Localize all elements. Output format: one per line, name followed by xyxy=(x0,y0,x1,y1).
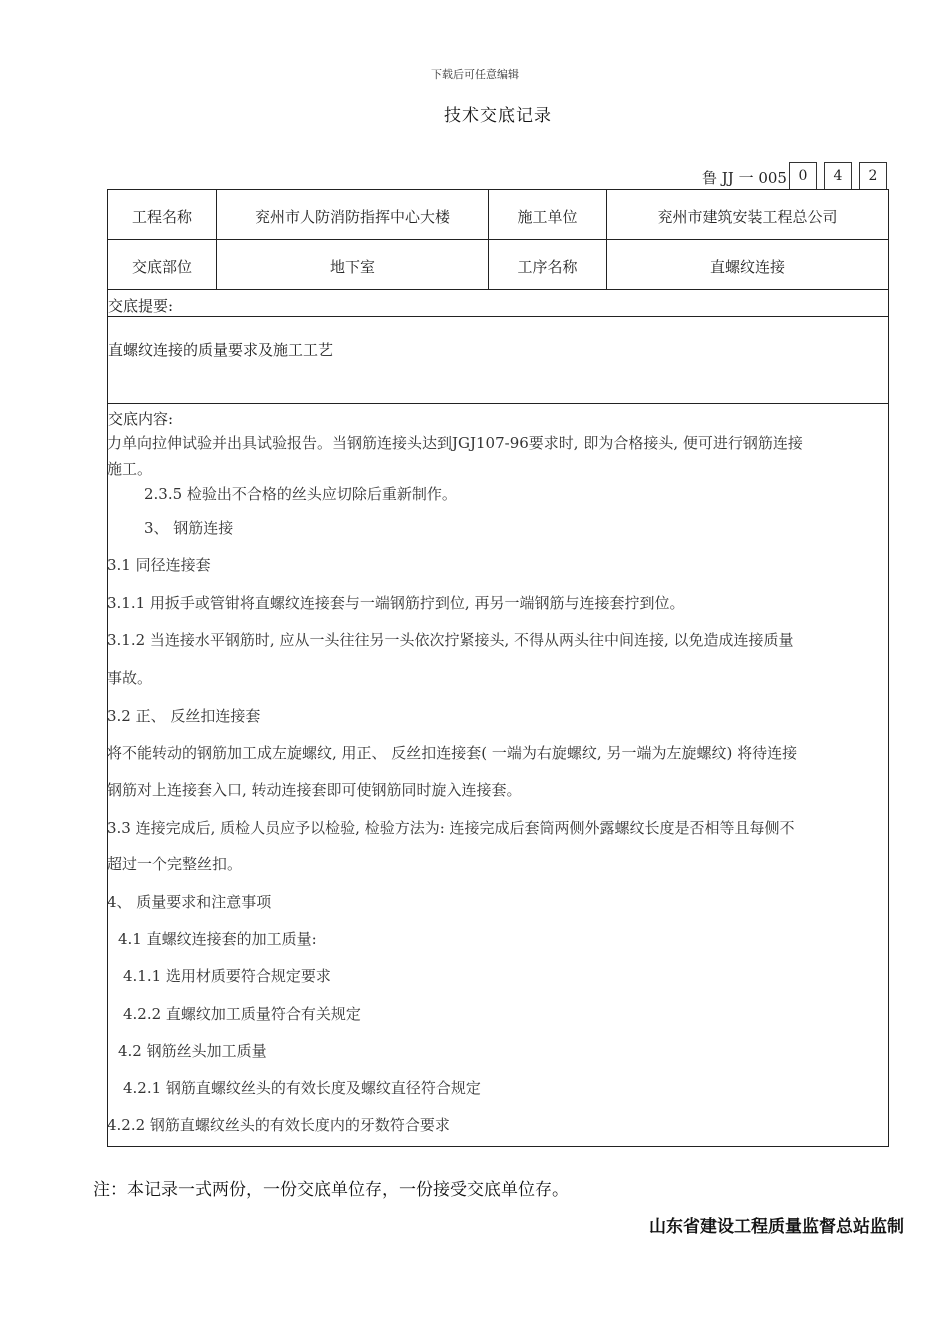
content-line-15: 4.1 直螺纹连接套的加工质量: xyxy=(118,930,317,948)
issuer-line: 山东省建设工程质量监督总站监制 xyxy=(649,1217,904,1237)
row-divider xyxy=(107,316,889,317)
content-line-20: 4.2.2 钢筋直螺纹丝头的有效长度内的牙数符合要求 xyxy=(107,1116,450,1134)
top-note: 下载后可任意编辑 xyxy=(431,68,519,81)
content-line-12: 3.3 连接完成后, 质检人员应予以检验, 检验方法为: 连接完成后套筒两侧外露螺纹长度是否相等且每侧不 xyxy=(107,819,795,837)
summary-label: 交底提要: xyxy=(108,297,174,315)
handover-part-value: 地下室 xyxy=(329,258,375,276)
summary-text: 直螺纹连接的质量要求及施工工艺 xyxy=(108,341,334,359)
project-name-label: 工程名称 xyxy=(131,208,192,226)
content-line-13: 超过一个完整丝扣。 xyxy=(107,855,243,873)
row-divider xyxy=(107,239,889,240)
content-line-8: 事故。 xyxy=(107,669,153,687)
record-code-label: 鲁 JJ 一 005 xyxy=(702,169,787,187)
row-divider xyxy=(107,403,889,404)
content-line-5: 3.1 同径连接套 xyxy=(107,556,211,574)
content-label: 交底内容: xyxy=(108,410,174,428)
page-title: 技术交底记录 xyxy=(444,106,552,126)
code-box-2: 4 xyxy=(824,162,852,190)
construction-unit-label: 施工单位 xyxy=(517,208,578,226)
code-box-1: 0 xyxy=(789,162,817,190)
content-line-11: 钢筋对上连接套入口, 转动连接套即可使钢筋同时旋入连接套。 xyxy=(107,781,522,799)
process-name-value: 直螺纹连接 xyxy=(709,258,785,276)
handover-part-label: 交底部位 xyxy=(131,258,192,276)
content-line-17: 4.2.2 直螺纹加工质量符合有关规定 xyxy=(123,1005,361,1023)
content-line-4: 3、 钢筋连接 xyxy=(144,519,234,537)
code-box-3: 2 xyxy=(859,162,887,190)
content-line-19: 4.2.1 钢筋直螺纹丝头的有效长度及螺纹直径符合规定 xyxy=(123,1079,481,1097)
content-line-1: 力单向拉伸试验并出具试验报告。当钢筋连接头达到JGJ107-96要求时, 即为合格接头, 便可进行钢筋连接 xyxy=(107,434,803,452)
process-name-label: 工序名称 xyxy=(517,258,578,276)
footnote: 注：本记录一式两份，一份交底单位存，一份接受交底单位存。 xyxy=(93,1180,569,1200)
content-line-3: 2.3.5 检验出不合格的丝头应切除后重新制作。 xyxy=(144,485,457,503)
content-line-16: 4.1.1 选用材质要符合规定要求 xyxy=(123,967,331,985)
construction-unit-value: 兖州市建筑安装工程总公司 xyxy=(657,208,838,226)
content-line-7: 3.1.2 当连接水平钢筋时, 应从一头往往另一头依次拧紧接头, 不得从两头往中间连接, 以免造成连接质量 xyxy=(107,631,794,649)
content-line-9: 3.2 正、 反丝扣连接套 xyxy=(107,707,261,725)
content-line-14: 4、 质量要求和注意事项 xyxy=(107,893,272,911)
row-divider xyxy=(107,289,889,290)
project-name-value: 兖州市人防消防指挥中心大楼 xyxy=(254,208,450,226)
content-line-18: 4.2 钢筋丝头加工质量 xyxy=(118,1042,267,1060)
content-line-6: 3.1.1 用扳手或管钳将直螺纹连接套与一端钢筋拧到位, 再另一端钢筋与连接套拧到位。 xyxy=(107,594,685,612)
content-line-10: 将不能转动的钢筋加工成左旋螺纹, 用正、 反丝扣连接套( 一端为右旋螺纹, 另一端为左旋螺纹) 将待连接 xyxy=(107,744,798,762)
content-line-2: 施工。 xyxy=(107,460,153,478)
